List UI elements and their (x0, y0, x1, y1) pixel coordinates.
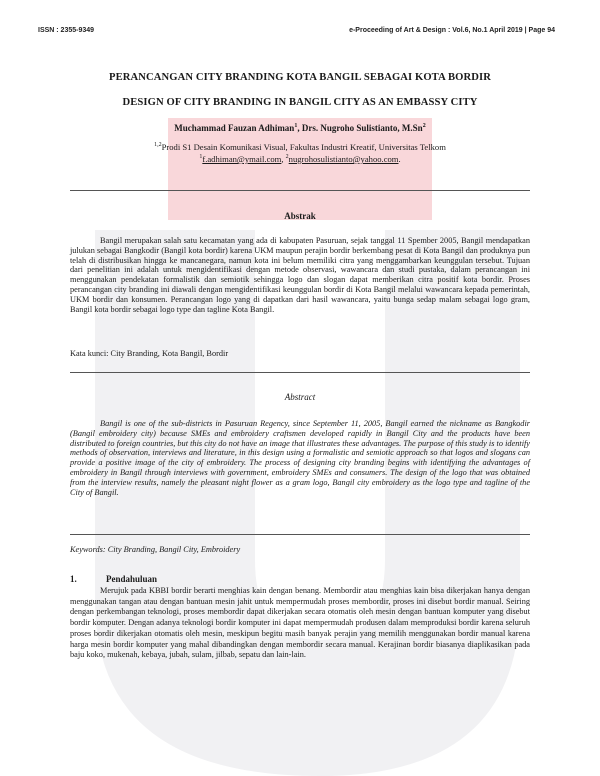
divider-top (70, 190, 530, 191)
affiliation (40, 142, 560, 152)
author-2-sup: 2 (422, 123, 426, 129)
author-separator: , (297, 123, 302, 133)
issn-label: ISSN : 2355-9349 (38, 27, 95, 34)
author-2: Drs. Nugroho Sulistianto, M.Sn (301, 123, 423, 133)
email-2-sup: 2 (285, 154, 289, 161)
abstrak-body: Bangil merupakan salah satu kecamatan yang ada di kabupaten Pasuruan, sejak tanggal 11 Spember 2005, Bangil mendapatkan julukan sebagai Bangkodir (Bangil kota bordir) karena UKM maupun perajin bordir berkembang pesat di Kota Bangil dan produknya pun telah di distribusikan hingga ke mancanegara, namun kota ini belum memiliki citra yang menggambarkan keunggulan tersebut. Tujuan dari penelitian ini adalah untuk mengidentifikasi dengan metode observasi, wawancara dan studi pustaka, dalam perancangan ini menggunakan pendekatan formalistik dan semiotik sehingga logo dan slogan dapat memberikan citra positif kota bordir. Proses perancangan city branding ini diawali dengan mengidentifikasi keunggulan bordir di Kota Bangil melalui wawancara kepada pemerintah, UKM bordir dan konsumen. Perancangan logo yang di dapatkan dari hasil wawancara, yaitu bunga sedap malam sebagai logo gram, Bangil kota bordir sebagai logo type dan tagline Kota Bangil. (70, 236, 530, 314)
abstract-heading: Abstract (284, 392, 316, 402)
affiliation-text: Prodi S1 Desain Komunikasi Visual, Fakultas Industri Kreatif, Universitas Telkom (161, 142, 446, 152)
author-1-sup: 1 (294, 123, 298, 129)
paper-title-id: PERANCANGAN CITY BRANDING KOTA BANGIL SEBAGAI KOTA BORDIR (109, 72, 491, 83)
divider-bottom (70, 534, 530, 535)
section-number: 1. (70, 574, 77, 584)
affiliation-sup: 1,2 (154, 142, 162, 149)
email-1-link[interactable]: f.adhiman@ymail.com (202, 154, 282, 164)
email-end: . (398, 154, 401, 164)
email-line (40, 154, 560, 164)
abstrak-heading: Abstrak (284, 211, 316, 221)
section-title: Pendahuluan (106, 574, 158, 584)
email-separator: , (281, 154, 286, 164)
paper-title-en: DESIGN OF CITY BRANDING IN BANGIL CITY AS AN EMBASSY CITY (122, 97, 478, 108)
abstrak-keywords: Kata kunci: City Branding, Kota Bangil, Bordir (70, 349, 229, 358)
author-line (40, 123, 560, 133)
author-1: Muchammad Fauzan Adhiman (174, 123, 295, 133)
abstract-body: Bangil is one of the sub-districts in Pasuruan Regency, since September 11, 2005, Bangil earned the nickname as Bangkodir (Bangil embroidery city) because SMEs and embroidery craftsmen developed rapidly in Bangil City and the products have been distributed to foreign countries, but this city do not have an image that illustrates these advantages. The purpose of this study is to identify methods of observation, interviews and literature, in this design using a formalistic and semiotic approach so that logos and slogans can provide a positive image of the city of embroidery. The process of designing city branding begins with identifying the advantages of embroidery in Bangil through interviews with government, embroidery SMEs and consumers. The design of the logo that was obtained from the interview results, namely the pleasant night flower as a gram logo, Bangil city embroidery as the logo type and tagline of the City of Bangil. (70, 419, 530, 497)
email-1-sup: 1 (199, 154, 203, 161)
divider-middle (70, 372, 530, 373)
section-body: Merujuk pada KBBI bordir berarti menghias kain dengan benang. Membordir atau menghias kain bisa dikerjakan hanya dengan menggunakan tangan atau dengan bantuan mesin jahit untuk mempermudah proses membordir, proses ini disebut bordir manual. Seiring dengan perkembangan teknologi, proses membordir dapat dikerjakan secara otomatis oleh mesin dengan bantuan komputer yang disebut bordir komputer. Dengan adanya teknologi bordir komputer ini dapat mempermudah produsen dalam memproduksi bordir karena seluruh proses bordir dikerjakan otomatis oleh mesin, meskipun begitu masih banyak perajin yang memilih menggunakan bordir manual karena harga mesin bordir komputer yang mahal dibandingkan dengan membordir secara manual. Kerajinan bordir biasanya diaplikasikan pada baju koko, mukenah, kebaya, jubah, sulam, jilbab, sepatu dan lain-lain. (70, 586, 530, 660)
journal-header: e-Proceeding of Art & Design : Vol.6, No.1 April 2019 | Page 94 (349, 27, 555, 34)
email-2-link[interactable]: nugrohosulistianto@yahoo.com (288, 154, 399, 164)
abstract-keywords: Keywords: City Branding, Bangil City, Embroidery (70, 545, 241, 554)
